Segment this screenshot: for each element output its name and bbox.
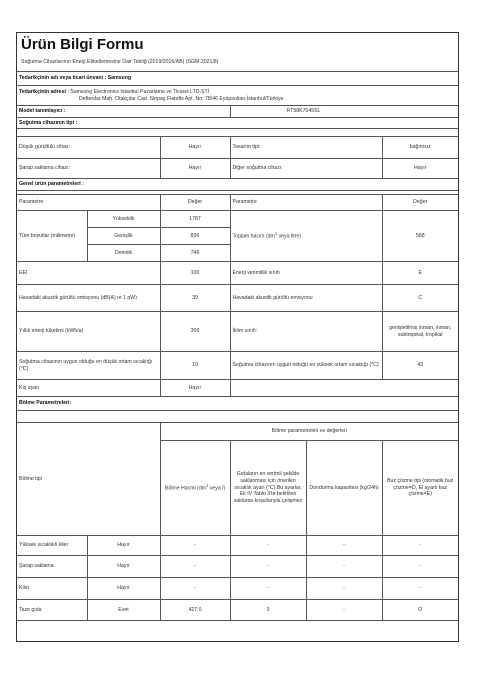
compartments-heading: Bölme Parametreleri:	[17, 397, 458, 411]
supplier-address-label: Tedarikçinin adresi	[19, 88, 66, 95]
form-header	[17, 33, 458, 72]
supplier-address-row	[17, 86, 458, 106]
total-volume-value: 588	[382, 211, 458, 262]
compartment-row	[17, 600, 458, 621]
annual-energy-label: Yıllık enerji tüketimi (kWh/a)	[17, 312, 160, 352]
column-header: Dondurma kapasitesi (kg/24h)	[306, 441, 382, 536]
compartment-name: Şarap saklama	[17, 556, 87, 578]
noise-class-value: C	[382, 285, 458, 312]
column-header: Bölme Hacmi ($dm^3$ veya l)	[160, 441, 230, 536]
device-type-label: Şarap saklama cihazı:	[17, 159, 160, 179]
device-type-label: Diğer soğutma cihazı:	[230, 159, 382, 179]
winter-setting-label: Kış ayarı	[17, 380, 160, 397]
compartment-temp: -	[230, 536, 306, 556]
max-temp-label: Soğutma cihazının uygun olduğu en yüksek ortam sıcaklığı (°C)	[230, 352, 382, 380]
compartment-type-label: Bölme tipi	[17, 423, 160, 536]
energy-class-value: E	[382, 262, 458, 285]
winter-setting-value: Hayır	[160, 380, 230, 397]
device-type-value: Hayır	[160, 159, 230, 179]
compartment-present: Hayır	[87, 556, 160, 578]
annual-energy-value: 306	[160, 312, 230, 352]
supplier-name: Tedarikçinin adı veya ticari ünvanı : Samsung	[17, 72, 458, 86]
eei-label: EEI	[17, 262, 160, 285]
device-type-value: bağımsız	[382, 137, 458, 159]
device-type-row	[17, 159, 458, 179]
compartment-name: Kiler	[17, 578, 87, 600]
compartment-defrost: -	[382, 578, 458, 600]
device-type-value: Hayır	[160, 137, 230, 159]
compartment-temp: 3	[230, 600, 306, 621]
compartment-params-heading-row	[17, 423, 458, 441]
device-type-row	[17, 137, 458, 159]
compartment-params-heading: Bölme parametreleri ve değerleri	[160, 423, 458, 441]
column-header: Değer	[382, 195, 458, 211]
product-info-form	[16, 32, 459, 642]
noise-row	[17, 285, 458, 312]
compartment-volume: -	[160, 556, 230, 578]
column-header: Gıdaların en verimli şekilde saklanması için önerilen sıcaklık ayarı (°C) Bu ayarlar, Ek IV Tablo 3'te belirtilen saklama koşullarıyla çelişmez	[230, 441, 306, 536]
compartment-row	[17, 578, 458, 600]
noise-value: 39	[160, 285, 230, 312]
dimensions-label: Tüm boyutlar (milimetre)	[17, 211, 87, 262]
supplier-address-line2: Defterdar Mah. Otakçılar Cad. Sinpaş Flatofis Apt. No: 78/46 Eyüpsultan-İstanbul/Türkiye	[79, 95, 284, 102]
model-value: RT58K7045SL	[230, 106, 458, 118]
compartment-temp: -	[230, 556, 306, 578]
device-type-heading-row	[17, 118, 458, 129]
total-volume-label: Toplam hacim ($dm^3$ veya litre)	[230, 211, 382, 262]
max-temp-value: 43	[382, 352, 458, 380]
compartment-defrost: -	[382, 536, 458, 556]
min-temp-value: 10	[160, 352, 230, 380]
eei-value: 100	[160, 262, 230, 285]
ambient-temp-row	[17, 352, 458, 380]
compartment-defrost: O	[382, 600, 458, 621]
eei-row	[17, 262, 458, 285]
model-row	[17, 106, 458, 118]
compartments-heading-row	[17, 397, 458, 411]
product-info-table	[17, 71, 458, 621]
compartment-temp: -	[230, 578, 306, 600]
supplier-address-line1: : Samsung Electronics Istanbul Pazarlama ve Ticaret LTD.ŞTİ	[67, 88, 210, 95]
form-subtitle: Soğutma Cihazlarının Enerji Etiketlemesine Dair Tebliğ (2019/2016/AB) (SGM:2021/8)	[21, 59, 219, 65]
column-header: Buz çözme tipi (otomatik buz çözme=O, El ayarlı buz çözme=E)	[382, 441, 458, 536]
dimension-value: 1787	[160, 211, 230, 228]
compartment-freeze: -	[306, 600, 382, 621]
device-type-value: Hayır	[382, 159, 458, 179]
noise-class-label: Havadaki akustik gürültü emisyonu	[230, 285, 382, 312]
compartment-row	[17, 556, 458, 578]
compartment-volume: -	[160, 578, 230, 600]
device-type-heading: Soğutma cihazının tipi :	[17, 118, 458, 129]
column-header: Değer	[160, 195, 230, 211]
model-label: Model tanımlayıcı :	[17, 106, 230, 118]
dimension-value: 746	[160, 245, 230, 262]
climate-class-label: İklim sınıfı:	[230, 312, 382, 352]
column-header: Parametre	[17, 195, 160, 211]
compartment-freeze: -	[306, 556, 382, 578]
annual-energy-row	[17, 312, 458, 352]
supplier-name-row	[17, 72, 458, 86]
compartment-name: Yüksek sıcaklıklı kiler	[17, 536, 87, 556]
noise-label: Havadaki akustik gürültü emisyonu (dB(A) re 1 pW)	[17, 285, 160, 312]
device-type-label: Tasarım tipi:	[230, 137, 382, 159]
energy-class-label: Enerji verimlilik sınıfı	[230, 262, 382, 285]
dimension-row	[17, 211, 458, 228]
column-header: Parametre	[230, 195, 382, 211]
device-type-label: Düşük gürültülü cihaz:	[17, 137, 160, 159]
general-column-headers	[17, 195, 458, 211]
general-heading-row	[17, 179, 458, 191]
winter-setting-row	[17, 380, 458, 397]
dimension-value: 836	[160, 228, 230, 245]
compartment-freeze: -	[306, 578, 382, 600]
compartment-present: Evet	[87, 600, 160, 621]
climate-class-value: genişletilmiş ılıman, ılıman, subtropikal, tropikal	[382, 312, 458, 352]
compartment-volume: -	[160, 536, 230, 556]
dimension-label: Yükseklik	[87, 211, 160, 228]
compartment-row	[17, 536, 458, 556]
compartment-present: Hayır	[87, 536, 160, 556]
compartment-name: Taze gıda	[17, 600, 87, 621]
general-heading: Genel ürün parametreleri :	[17, 179, 458, 191]
compartment-defrost: -	[382, 556, 458, 578]
compartment-present: Hayır	[87, 578, 160, 600]
dimension-label: Genişlik	[87, 228, 160, 245]
min-temp-label: Soğutma cihazının uygun olduğu en düşük ortam sıcaklığı (°C)	[17, 352, 160, 380]
compartment-freeze: -	[306, 536, 382, 556]
form-title: Ürün Bilgi Formu	[21, 36, 144, 53]
compartment-volume: 427,0	[160, 600, 230, 621]
dimension-label: Derinlik	[87, 245, 160, 262]
